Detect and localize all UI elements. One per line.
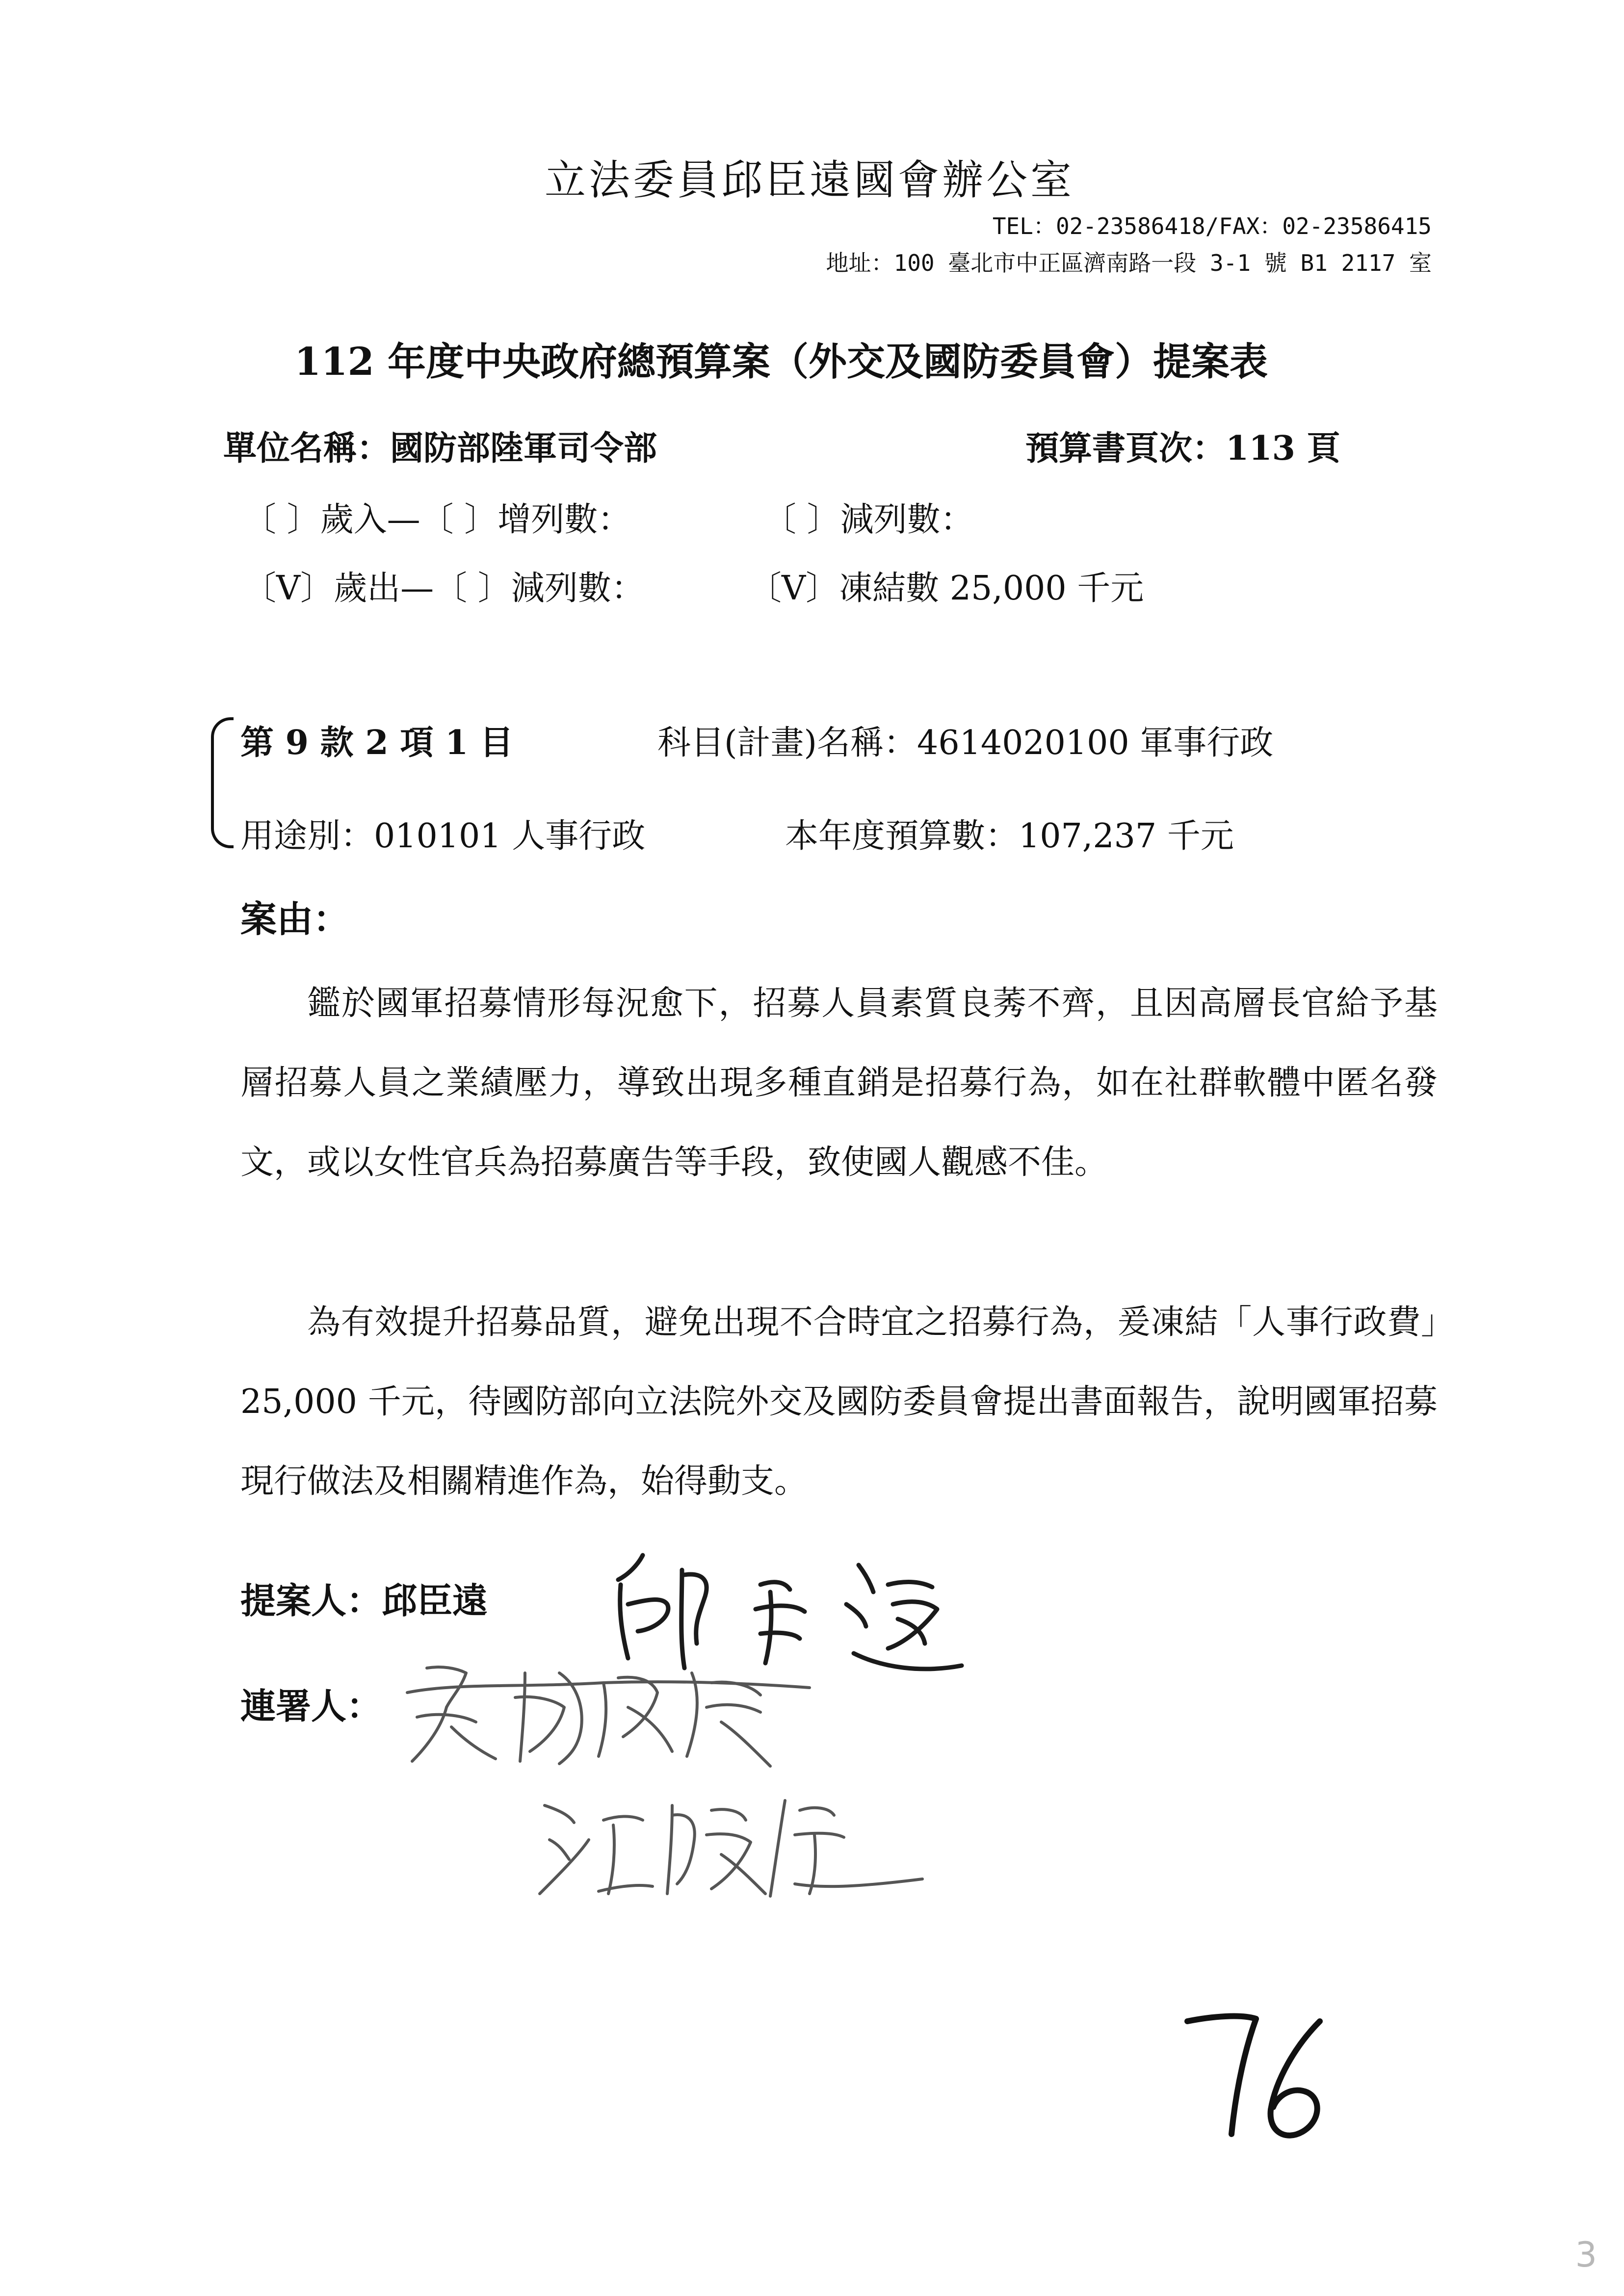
reason-paragraph: 鑑於國軍招募情形每況愈下，招募人員素質良莠不齊，且因高層長官給予基層招募人員之業績壓力，導致出現多種直銷是招募行為，如在社群軟體中匿名發文，或以女性官兵為招募廣告等手段，致使國人觀感不佳。 — [240, 984, 1438, 1182]
unit-name: 單位名稱：國防部陸軍司令部 — [223, 429, 657, 468]
cosigner-signature-1 — [397, 1653, 819, 1776]
subject-name: 科目(計畫)名稱：4614020100 軍事行政 — [657, 724, 1274, 762]
item-brace — [211, 717, 234, 848]
reason-label: 案由： — [240, 898, 349, 940]
budget-page: 預算書頁次：113 頁 — [1025, 429, 1340, 468]
page-number: 3 — [1575, 2235, 1597, 2275]
tel-fax: TEL：02-23586418/FAX：02-23586415 — [992, 213, 1432, 239]
item-section: 第 9 款 2 項 1 目 — [240, 723, 513, 762]
handwritten-number — [1182, 2002, 1339, 2149]
revenue-option: 〔 〕歲入—〔 〕增列數： — [243, 500, 631, 539]
office-title: 立法委員邱臣遠國會辦公室 — [545, 156, 1075, 204]
revenue-decrease-option: 〔 〕減列數： — [763, 500, 974, 539]
annual-budget: 本年度預算數：107,237 千元 — [785, 817, 1234, 856]
expense-option: 〔V〕歲出—〔 〕減列數： — [243, 569, 645, 608]
cosigner-signature-2 — [530, 1786, 932, 1904]
proposer-label: 提案人：邱臣遠 — [240, 1580, 488, 1621]
usage: 用途別：010101 人事行政 — [240, 817, 646, 856]
cosigner-label: 連署人： — [240, 1685, 382, 1727]
freeze-option: 〔V〕凍結數 25,000 千元 — [748, 569, 1144, 608]
form-title: 112 年度中央政府總預算案（外交及國防委員會）提案表 — [294, 339, 1268, 384]
address: 地址：100 臺北市中正區濟南路一段 3-1 號 B1 2117 室 — [826, 250, 1432, 276]
reason-paragraph: 為有效提升招募品質，避免出現不合時宜之招募行為，爰凍結「人事行政費」25,000 千元，待國防部向立法院外交及國防委員會提出書面報告，說明國軍招募現行做法及相關精進作為，始得動支。 — [240, 1303, 1438, 1501]
